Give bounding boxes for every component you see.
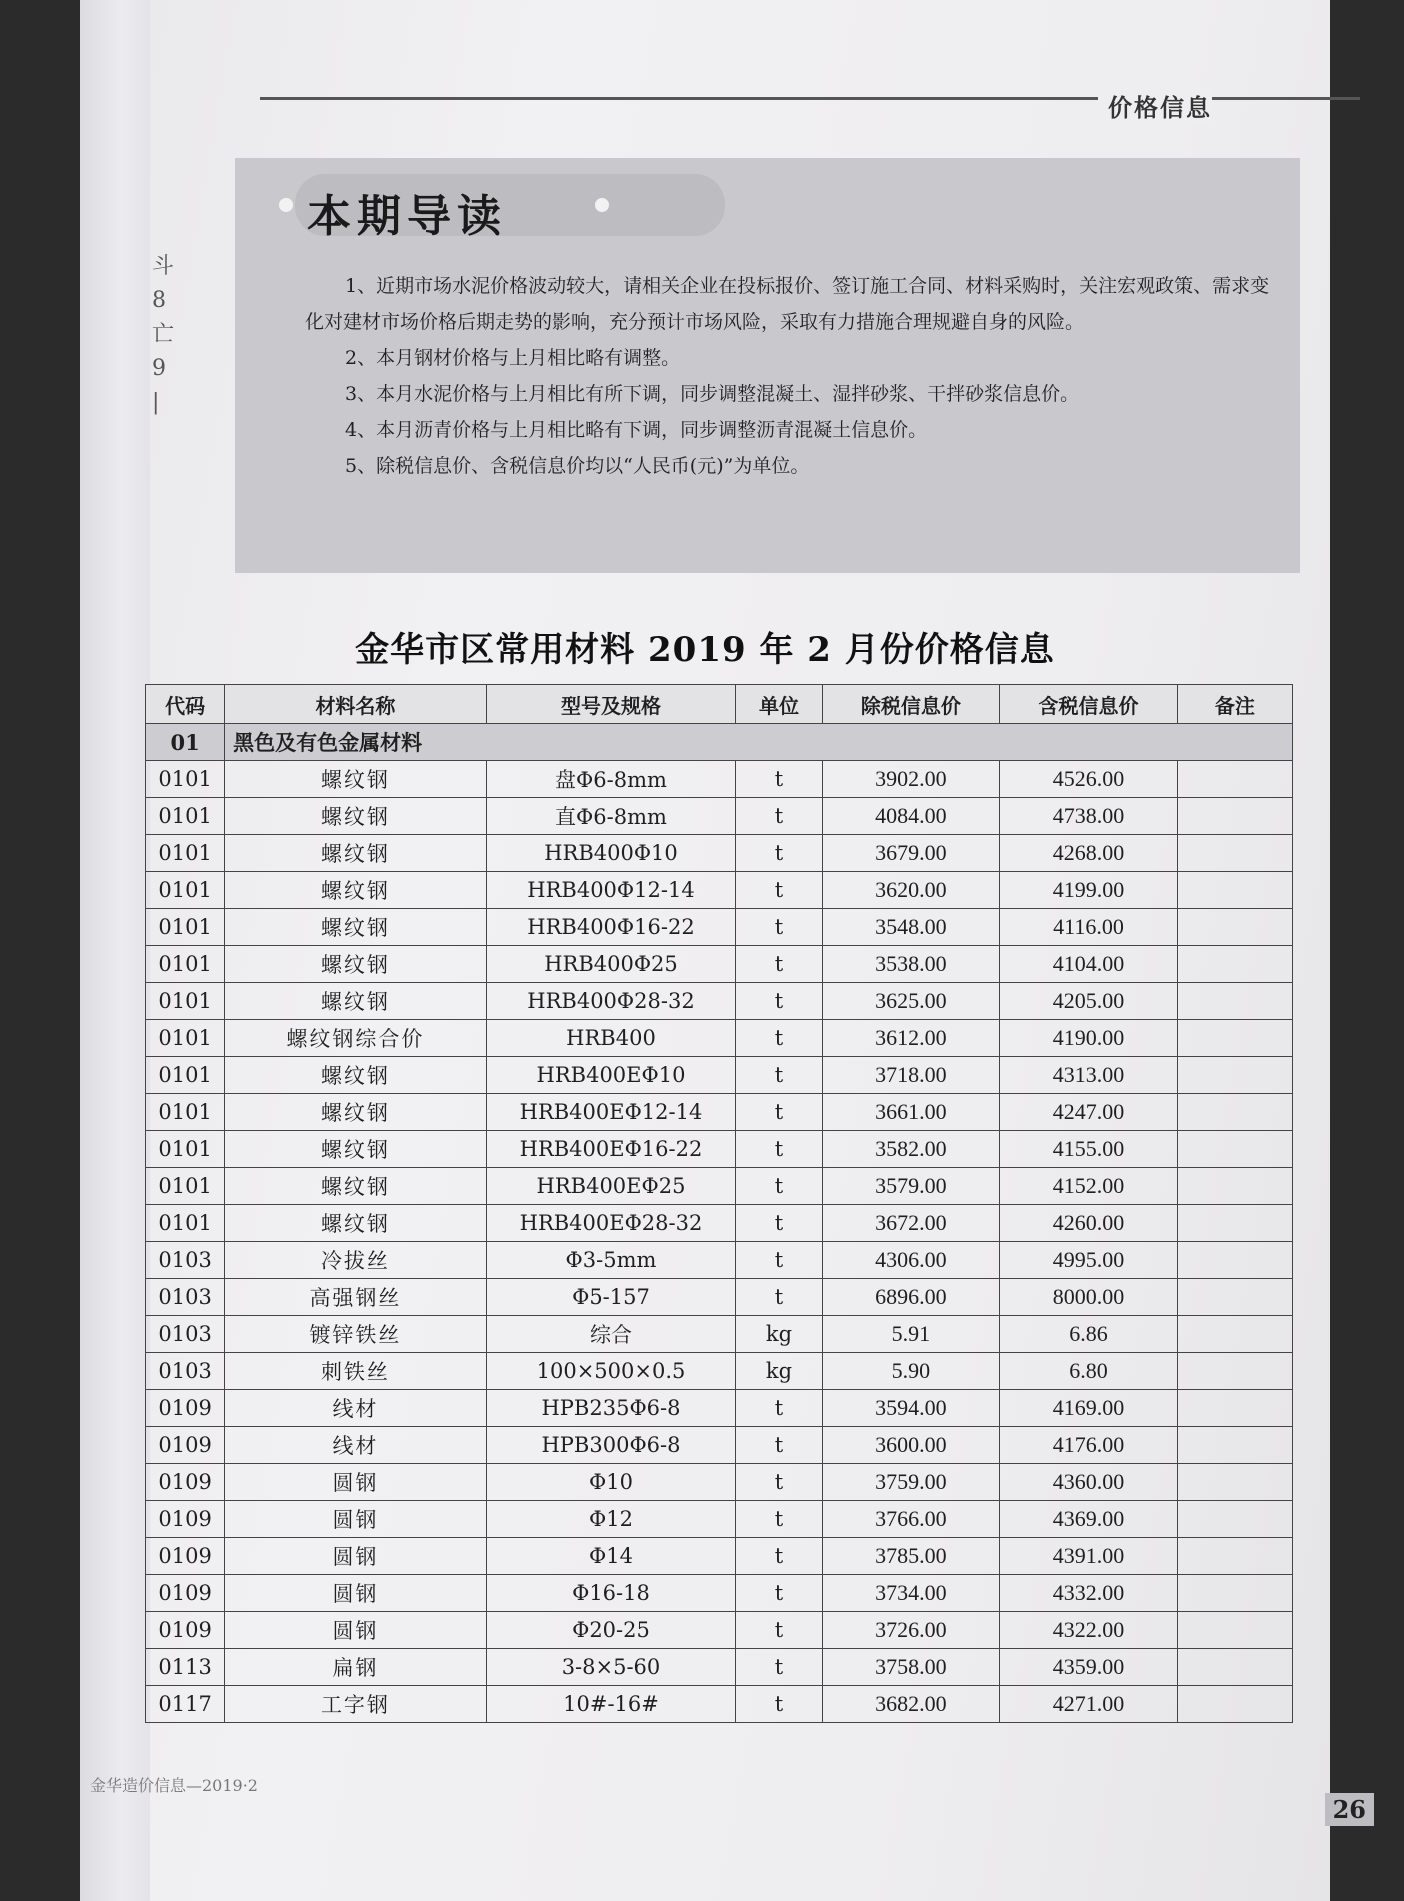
cell-price-ex-tax: 3679.00 [822,835,1000,872]
cell-code: 0109 [146,1501,225,1538]
cell-name: 扁钢 [225,1649,487,1686]
cell-spec: 100×500×0.5 [486,1353,736,1390]
intro-item: 2、本月钢材价格与上月相比略有调整。 [345,347,681,369]
cell-unit: kg [736,1316,822,1353]
cell-price-inc-tax: 4360.00 [1000,1464,1178,1501]
cell-name: 圆钢 [225,1538,487,1575]
cell-remark [1177,1279,1292,1316]
cell-unit: t [736,909,822,946]
header-name: 材料名称 [225,685,487,724]
table-row [146,946,1293,983]
cell-remark [1177,1390,1292,1427]
cell-code: 0109 [146,1390,225,1427]
intro-title: 本期导读 [307,191,507,242]
cell-name: 高强钢丝 [225,1279,487,1316]
cell-price-inc-tax: 4205.00 [1000,983,1178,1020]
cell-spec: 盘Φ6-8mm [486,761,736,798]
table-row [146,1168,1293,1205]
intro-item: 1、近期市场水泥价格波动较大，请相关企业在投标报价、签订施工合同、材料采购时，关注宏观政策、需求变化对建材市场价格后期走势的影响，充分预计市场风险，采取有力措施合理规避自身的风险。 [305,275,1270,333]
cell-remark [1177,798,1292,835]
cell-price-ex-tax: 3759.00 [822,1464,1000,1501]
cell-code: 0103 [146,1316,225,1353]
cell-name: 螺纹钢 [225,835,487,872]
table-row [146,1612,1293,1649]
cell-price-ex-tax: 3582.00 [822,1131,1000,1168]
cell-unit: t [736,1427,822,1464]
cell-code: 0101 [146,946,225,983]
cell-remark [1177,1242,1292,1279]
cell-spec: HPB235Φ6-8 [486,1390,736,1427]
cell-name: 螺纹钢综合价 [225,1020,487,1057]
page-spine [80,0,150,1901]
cell-price-inc-tax: 4359.00 [1000,1649,1178,1686]
intro-item: 3、本月水泥价格与上月相比有所下调，同步调整混凝土、湿拌砂浆、干拌砂浆信息价。 [345,383,1080,405]
cell-code: 0117 [146,1686,225,1723]
table-row [146,1501,1293,1538]
page-number: 26 [1325,1793,1374,1826]
cell-price-ex-tax: 3734.00 [822,1575,1000,1612]
cell-price-inc-tax: 4268.00 [1000,835,1178,872]
cell-code: 0109 [146,1538,225,1575]
cell-unit: t [736,1538,822,1575]
cell-price-inc-tax: 4369.00 [1000,1501,1178,1538]
cell-unit: t [736,835,822,872]
cell-code: 0101 [146,872,225,909]
cell-price-ex-tax: 3726.00 [822,1612,1000,1649]
cell-spec: HRB400EΦ28-32 [486,1205,736,1242]
cell-price-ex-tax: 3682.00 [822,1686,1000,1723]
cell-code: 0103 [146,1353,225,1390]
edge-char: | [152,390,160,415]
cell-price-inc-tax: 4332.00 [1000,1575,1178,1612]
cell-name: 工字钢 [225,1686,487,1723]
cell-code: 0109 [146,1427,225,1464]
cell-price-ex-tax: 3661.00 [822,1094,1000,1131]
table-row [146,1649,1293,1686]
cell-name: 线材 [225,1390,487,1427]
cell-name: 冷拔丝 [225,1242,487,1279]
cell-price-inc-tax: 4313.00 [1000,1057,1178,1094]
cell-name: 圆钢 [225,1612,487,1649]
cell-price-ex-tax: 5.91 [822,1316,1000,1353]
cell-spec: HRB400Φ25 [486,946,736,983]
cell-code: 0101 [146,1094,225,1131]
cell-price-inc-tax: 4155.00 [1000,1131,1178,1168]
cell-unit: t [736,1575,822,1612]
cell-price-ex-tax: 3620.00 [822,872,1000,909]
table-row [146,1353,1293,1390]
cell-code: 0101 [146,1020,225,1057]
cell-price-inc-tax: 4247.00 [1000,1094,1178,1131]
cell-name: 螺纹钢 [225,946,487,983]
cell-code: 0101 [146,1168,225,1205]
cell-name: 螺纹钢 [225,1131,487,1168]
table-row [146,835,1293,872]
cell-code: 0109 [146,1575,225,1612]
cell-spec: Φ3-5mm [486,1242,736,1279]
cell-spec: HRB400EΦ10 [486,1057,736,1094]
cell-price-inc-tax: 4260.00 [1000,1205,1178,1242]
cell-remark [1177,1686,1292,1723]
cell-code: 0101 [146,909,225,946]
cell-name: 线材 [225,1427,487,1464]
cell-unit: t [736,1020,822,1057]
header-spec: 型号及规格 [486,685,736,724]
cell-unit: t [736,983,822,1020]
cell-remark [1177,1316,1292,1353]
cell-unit: t [736,946,822,983]
cell-price-ex-tax: 4306.00 [822,1242,1000,1279]
cell-price-inc-tax: 4199.00 [1000,872,1178,909]
cell-spec: Φ12 [486,1501,736,1538]
cell-spec: HRB400 [486,1020,736,1057]
cell-price-inc-tax: 4322.00 [1000,1612,1178,1649]
cell-price-inc-tax: 8000.00 [1000,1279,1178,1316]
cell-name: 圆钢 [225,1501,487,1538]
cell-spec: HRB400Φ28-32 [486,983,736,1020]
bullet-dot-icon [279,198,293,212]
intro-item: 5、除税信息价、含税信息价均以“人民币(元)”为单位。 [345,455,810,477]
cell-code: 0101 [146,1057,225,1094]
cell-price-ex-tax: 3612.00 [822,1020,1000,1057]
cell-price-ex-tax: 3718.00 [822,1057,1000,1094]
cell-remark [1177,1168,1292,1205]
cell-code: 0103 [146,1242,225,1279]
cell-remark [1177,983,1292,1020]
cell-unit: t [736,1205,822,1242]
cell-price-inc-tax: 4738.00 [1000,798,1178,835]
cell-unit: t [736,1464,822,1501]
table-row [146,1242,1293,1279]
cell-unit: t [736,1686,822,1723]
cell-name: 圆钢 [225,1464,487,1501]
table-row [146,1094,1293,1131]
table-header-row [146,685,1293,724]
header-price-ex-tax: 除税信息价 [822,685,1000,724]
cell-price-inc-tax: 4116.00 [1000,909,1178,946]
cell-price-ex-tax: 3548.00 [822,909,1000,946]
cell-unit: t [736,1168,822,1205]
table-row [146,1131,1293,1168]
cell-name: 螺纹钢 [225,1094,487,1131]
category-code: 01 [146,724,225,761]
cell-spec: HPB300Φ6-8 [486,1427,736,1464]
cell-price-inc-tax: 4526.00 [1000,761,1178,798]
table-row [146,1427,1293,1464]
table-row [146,1316,1293,1353]
cell-unit: t [736,1649,822,1686]
cell-spec: Φ10 [486,1464,736,1501]
cell-remark [1177,835,1292,872]
edge-char: 8 [152,288,166,313]
table-row [146,1464,1293,1501]
cell-spec: 综合 [486,1316,736,1353]
cell-code: 0109 [146,1464,225,1501]
cell-spec: HRB400Φ10 [486,835,736,872]
cell-spec: Φ16-18 [486,1575,736,1612]
table-row [146,1575,1293,1612]
cell-name: 镀锌铁丝 [225,1316,487,1353]
cell-code: 0113 [146,1649,225,1686]
table-row [146,1205,1293,1242]
cell-name: 螺纹钢 [225,1057,487,1094]
cell-remark [1177,1353,1292,1390]
cell-unit: t [736,1279,822,1316]
cell-spec: HRB400EΦ25 [486,1168,736,1205]
cell-name: 圆钢 [225,1575,487,1612]
cell-unit: t [736,1057,822,1094]
cell-code: 0101 [146,1131,225,1168]
cell-name: 螺纹钢 [225,983,487,1020]
edge-characters [152,250,174,420]
cell-remark [1177,761,1292,798]
cell-remark [1177,872,1292,909]
cell-spec: 3-8×5-60 [486,1649,736,1686]
cell-code: 0109 [146,1612,225,1649]
cell-unit: t [736,1094,822,1131]
cell-name: 刺铁丝 [225,1353,487,1390]
cell-spec: HRB400Φ16-22 [486,909,736,946]
cell-price-ex-tax: 3766.00 [822,1501,1000,1538]
cell-price-inc-tax: 4391.00 [1000,1538,1178,1575]
cell-price-ex-tax: 3902.00 [822,761,1000,798]
cell-price-inc-tax: 4169.00 [1000,1390,1178,1427]
edge-char: 亡 [152,322,175,347]
cell-price-ex-tax: 3625.00 [822,983,1000,1020]
cell-spec: Φ20-25 [486,1612,736,1649]
table-row [146,909,1293,946]
intro-box [235,158,1300,573]
table-row [146,1057,1293,1094]
cell-price-inc-tax: 4190.00 [1000,1020,1178,1057]
cell-price-ex-tax: 6896.00 [822,1279,1000,1316]
cell-price-ex-tax: 5.90 [822,1353,1000,1390]
cell-name: 螺纹钢 [225,909,487,946]
cell-price-inc-tax: 6.80 [1000,1353,1178,1390]
header-price-inc-tax: 含税信息价 [1000,685,1178,724]
cell-price-inc-tax: 4271.00 [1000,1686,1178,1723]
category-name: 黑色及有色金属材料 [225,724,1293,761]
cell-remark [1177,1057,1292,1094]
cell-remark [1177,1612,1292,1649]
cell-unit: t [736,1501,822,1538]
cell-remark [1177,1464,1292,1501]
cell-remark [1177,1538,1292,1575]
cell-price-ex-tax: 3672.00 [822,1205,1000,1242]
cell-remark [1177,909,1292,946]
cell-remark [1177,1427,1292,1464]
table-row [146,1686,1293,1723]
header-unit: 单位 [736,685,822,724]
edge-char: 9 [152,356,166,381]
cell-spec: HRB400EΦ16-22 [486,1131,736,1168]
cell-unit: t [736,1242,822,1279]
cell-code: 0101 [146,983,225,1020]
cell-remark [1177,1131,1292,1168]
cell-code: 0103 [146,1279,225,1316]
cell-name: 螺纹钢 [225,761,487,798]
cell-remark [1177,1020,1292,1057]
footer-publication: 金华造价信息—2019·2 [90,1776,258,1795]
cell-price-ex-tax: 3785.00 [822,1538,1000,1575]
cell-remark [1177,1575,1292,1612]
cell-code: 0101 [146,1205,225,1242]
cell-code: 0101 [146,835,225,872]
cell-spec: HRB400EΦ12-14 [486,1094,736,1131]
table-row [146,1020,1293,1057]
table-row [146,1538,1293,1575]
cell-spec: 10#-16# [486,1686,736,1723]
cell-spec: HRB400Φ12-14 [486,872,736,909]
cell-name: 螺纹钢 [225,872,487,909]
cell-price-ex-tax: 3579.00 [822,1168,1000,1205]
price-table [145,684,1293,1723]
edge-char: 斗 [152,254,175,279]
cell-price-inc-tax: 4176.00 [1000,1427,1178,1464]
cell-price-ex-tax: 3758.00 [822,1649,1000,1686]
cell-price-ex-tax: 3600.00 [822,1427,1000,1464]
table-row [146,872,1293,909]
intro-item: 4、本月沥青价格与上月相比略有下调，同步调整沥青混凝土信息价。 [345,419,928,441]
cell-price-inc-tax: 4152.00 [1000,1168,1178,1205]
header-code: 代码 [146,685,225,724]
table-row [146,1390,1293,1427]
cell-price-ex-tax: 4084.00 [822,798,1000,835]
table-row [146,983,1293,1020]
cell-price-inc-tax: 6.86 [1000,1316,1178,1353]
cell-price-ex-tax: 3594.00 [822,1390,1000,1427]
table-row [146,798,1293,835]
cell-remark [1177,1649,1292,1686]
cell-spec: Φ14 [486,1538,736,1575]
cell-price-ex-tax: 3538.00 [822,946,1000,983]
cell-remark [1177,1094,1292,1131]
section-title: 价格信息 [1098,88,1212,123]
cell-spec: 直Φ6-8mm [486,798,736,835]
cell-unit: kg [736,1353,822,1390]
cell-name: 螺纹钢 [225,1205,487,1242]
category-row [146,724,1293,761]
cell-price-inc-tax: 4995.00 [1000,1242,1178,1279]
cell-unit: t [736,798,822,835]
table-row [146,1279,1293,1316]
cell-remark [1177,946,1292,983]
header-remark: 备注 [1177,685,1292,724]
cell-unit: t [736,761,822,798]
cell-unit: t [736,1131,822,1168]
cell-price-inc-tax: 4104.00 [1000,946,1178,983]
cell-code: 0101 [146,761,225,798]
cell-unit: t [736,1612,822,1649]
cell-name: 螺纹钢 [225,798,487,835]
cell-spec: Φ5-157 [486,1279,736,1316]
table-row [146,761,1293,798]
cell-code: 0101 [146,798,225,835]
table-title: 金华市区常用材料 2019 年 2 月份价格信息 [355,630,1055,670]
cell-remark [1177,1501,1292,1538]
cell-name: 螺纹钢 [225,1168,487,1205]
cell-remark [1177,1205,1292,1242]
cell-unit: t [736,872,822,909]
bullet-dot-icon [595,198,609,212]
intro-body [305,268,1285,484]
cell-unit: t [736,1390,822,1427]
